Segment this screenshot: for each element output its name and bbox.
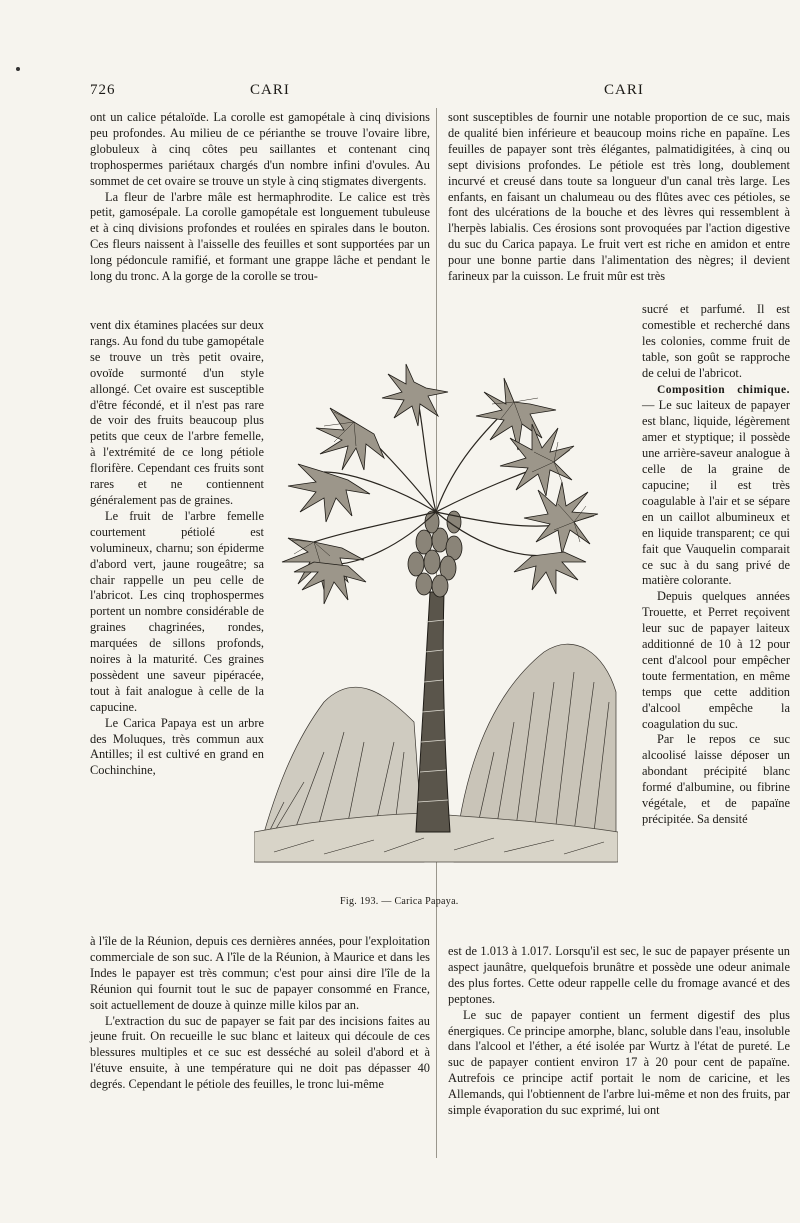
papaya-tree-illustration (254, 362, 618, 898)
paragraph: La fleur de l'arbre mâle est hermaphrodite. Le calice est très petit, gamosépale. La corolle gamopétale est longuement tubuleuse et à cinq divisions profondes et roulées en spirales dans le bouton. Ces fleurs naissent à l'aisselle des feuilles et sont supportées par un long pédoncule ramifié, et formant une grappe lâche et pendant le long du tronc. A la gorge de la corolle se trou- (90, 189, 430, 284)
right-column-narrow (642, 302, 790, 828)
paragraph: ont un calice pétaloïde. La corolle est gamopétale à cinq divisions peu profondes. Au milieu de ce périanthe se trouve l'ovaire libre, globuleux à cinq côtes peu saillantes et contenant cinq trophospermes pariétaux chargés d'un nombre infini d'ovules. Au sommet de cet ovaire se trouve un style à cinq stigmates divergents. (90, 110, 430, 188)
paragraph: Le Carica Papaya est un arbre des Moluques, très commun aux Antilles; il est cultivé en grand en Cochinchine, (90, 715, 264, 778)
trunk (416, 592, 450, 832)
paragraph: vent dix étamines placées sur deux rangs. Au fond du tube gamopétale se trouve un très petit ovaire, ovoïde surmonté d'un style allongé. Cet ovaire est susceptible d'être fécondé, et il n'est pas rare de voir des fruits beaucoup plus petits que ceux de l'arbre femelle, à l'extrémité de ce long pétiole florifère. Cependant ces fruits sont rares et ne contiennent généralement pas de graines. (90, 318, 264, 507)
paragraph: à l'île de la Réunion, depuis ces dernières années, pour l'exploitation commerciale de son suc. A l'île de la Réunion, à Maurice et dans les Indes le papayer est très commun; c'est pour ainsi dire l'île de la Réunion qui fournit tout le suc de papayer consommé en France, soit actuellement de douze à quinze mille kilos par an. (90, 934, 430, 1012)
page-number: 726 (90, 82, 116, 98)
fruit-cluster (408, 511, 462, 597)
running-head-left: CARI (250, 82, 290, 98)
paragraph: Par le repos ce suc alcoolisé laisse déposer un abondant précipité blanc formé d'albumine, ou fibrine végétale, et de papaïne précipitée. Sa densité (642, 732, 790, 826)
paragraph: Le fruit de l'arbre femelle courtement pétiolé est volumineux, charnu; son épiderme d'abord vert, jaune rougeâtre; sa chair rappelle un peu celle de l'abricot. Les cinq trophospermes portent un nombre considérable de graines chagrinées, rondes, marquées de sillons profonds, noires à la maturité. Ces graines possèdent une saveur pipéracée, tout à fait analogue à celle de la capucine. (90, 508, 264, 714)
paragraph: Depuis quelques années Trouette, et Perret reçoivent leur suc de papayer laiteux additionné de 10 à 12 pour cent d'alcool pour empêcher toute fermentation, en même temps que cette addition d'alcool empêche la coagulation du suc. (642, 589, 790, 731)
running-head-right: CARI (604, 82, 644, 98)
right-column-top (448, 110, 790, 285)
section-paragraph (642, 382, 790, 590)
section-heading: Composition chimique. (657, 383, 790, 396)
paragraph: sucré et parfumé. Il est comestible et recherché dans les colonies, comme fruit de table, son goût se rapproche de celui de l'abricot. (642, 302, 790, 380)
paragraph: sont susceptibles de fournir une notable proportion de ce suc, mais de qualité bien inférieure et beaucoup moins riche en papaïne. Les feuilles de papayer sont très élégantes, palmatidigitées, à cinq ou sept divisions profondes. Le pétiole est très long, doublement incurvé et creusé dans toute sa longueur d'un canal très large. Les enfants, en faisant un chalumeau ou des flûtes avec ces pétioles, se font des ulcérations de la bouche et des lèvres qui ressemblent à l'herpès labialis. Ces érosions sont provoquées par l'action digestive du suc du Carica papaya. Le fruit vert est riche en amidon et entre pour une bonne partie dans l'alimentation des nègres; il devient farineux par la cuisson. Le fruit mûr est très (448, 110, 790, 284)
paragraph: L'extraction du suc de papayer se fait par des incisions faites au jeune fruit. On recueille le suc blanc et laiteux qui découle de ces blessures multiples et ce suc est desséché au soleil d'abord et à l'étuve ensuite, à une température qui ne doit pas dépasser 40 degrés. Cependant le pétiole des feuilles, le tronc lui-même (90, 1013, 430, 1092)
left-column-bottom (90, 934, 430, 1093)
right-column-bottom (448, 944, 790, 1119)
paragraph: est de 1.013 à 1.017. Lorsqu'il est sec, le suc de papayer présente un aspect jaunâtre, quelquefois brunâtre et possède une odeur animale des plus fortes. Cette odeur rappelle celle du fromage avancé et des peptones. (448, 944, 790, 1006)
ink-speck (16, 67, 20, 71)
papaya-tree-engraving (254, 362, 618, 898)
left-column-narrow (90, 318, 264, 779)
section-text: — Le suc laiteux de papayer est blanc, liquide, légèrement amer et styptique; il possède une arrière-saveur analogue à celle de la graine de capucine; il est très coagulable à l'air et se sépare en un caillot albumineux et en liquide transparent; ce qui fait que Vauquelin comparait ce suc à du sang privé de matière colorante. (642, 398, 790, 588)
figure-caption: Fig. 193. — Carica Papaya. (340, 896, 459, 907)
paragraph: Le suc de papayer contient un ferment digestif des plus énergiques. Ce principe amorphe, blanc, soluble dans l'eau, insoluble dans l'alcool et l'éther, a été isolée par Wurtz à l'état de pureté. Le suc de papayer contient environ 17 à 20 pour cent de papaïne. Autrefois ce principe actif portait le nom de caricine, et les Allemands, qui l'obtiennent de l'arbre lui-même et non des fruits, par simple évaporation du suc exprimé, lui ont (448, 1007, 790, 1118)
left-column-top (90, 110, 430, 285)
